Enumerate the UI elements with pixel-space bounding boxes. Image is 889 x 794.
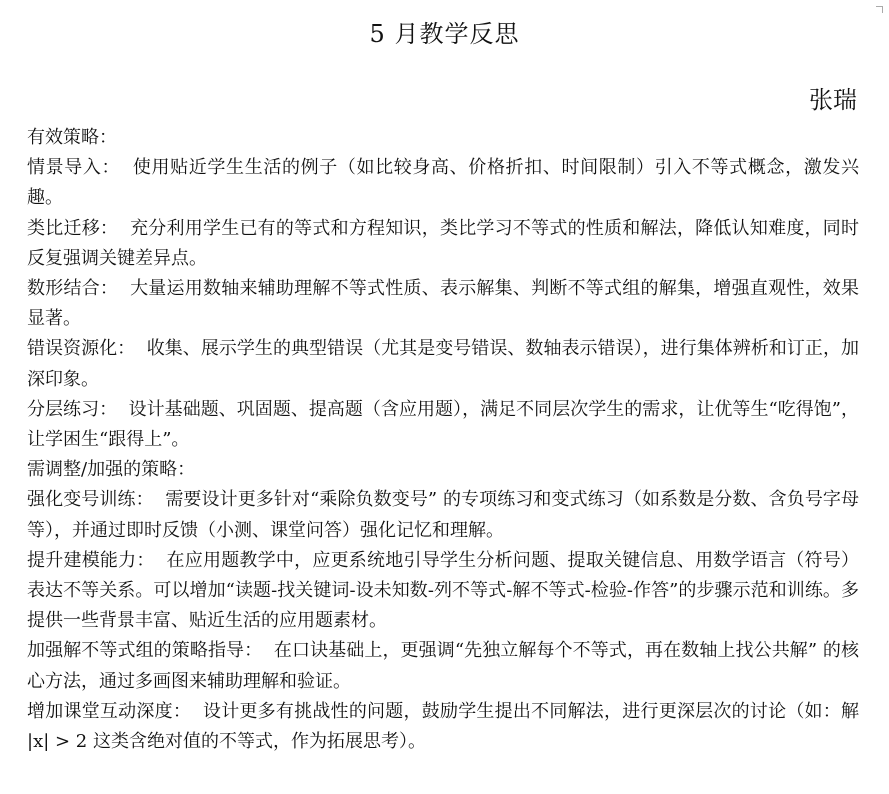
adjust-text: 需要设计更多针对“乘除负数变号” 的专项练习和变式练习（如系数是分数、含负号字母等），并通过即时反馈（小测、课堂问答）强化记忆和理解。 [27,489,860,541]
strategy-label: 情景导入： [27,157,121,179]
adjust-label: 强化变号训练： [27,489,154,511]
strategy-label: 分层练习： [27,398,118,420]
effective-strategies-heading: 有效策略： [27,127,117,148]
strategy-text: 收集、展示学生的典型错误（尤其是变号错误、数轴表示错误），进行集体辨析和订正，加深印象。 [27,338,859,390]
strategy-item [27,395,859,455]
strategy-item [27,334,859,394]
adjust-label: 加强解不等式组的策略指导： [27,640,263,662]
document-body [27,123,859,757]
strategy-text: 大量运用数轴来辅助理解不等式性质、表示解集、判断不等式组的解集，增强直观性，效果显著。 [27,278,860,330]
strategy-text: 设计基础题、巩固题、提高题（含应用题），满足不同层次学生的需求，让优等生“吃得饱”，让学困生“跟得上”。 [27,398,859,451]
adjust-item [27,697,859,757]
adjust-item [27,546,859,637]
strategy-item [27,153,859,213]
strategy-label: 类比迁移： [27,217,119,239]
strategy-label: 错误资源化： [27,338,136,360]
strategy-label: 数形结合： [27,278,119,300]
adjust-label: 增加课堂互动深度： [27,700,192,722]
page-corner-mark [876,6,883,13]
strategy-item [27,274,859,334]
document-author: 张瑞 [809,86,857,114]
adjust-text: 在口诀基础上，更强调“先独立解每个不等式，再在数轴上找公共解” 的核心方法，通过多画图来辅助理解和验证。 [27,640,860,692]
adjust-strategies-heading: 需调整/加强的策略： [27,459,196,481]
adjust-text: 设计更多有挑战性的问题，鼓励学生提出不同解法，进行更深层次的讨论（如：解 |x| > 2 这类含绝对值的不等式，作为拓展思考）。 [27,700,860,753]
adjust-label: 提升建模能力： [27,549,155,571]
adjust-item [27,636,859,696]
strategy-text: 使用贴近学生生活的例子（如比较身高、价格折扣、时间限制）引入不等式概念，激发兴趣。 [27,157,859,209]
adjust-text: 在应用题教学中，应更系统地引导学生分析问题、提取关键信息、用数学语言（符号）表达不等关系。可以增加“读题-找关键词-设未知数-列不等式-解不等式-检验-作答”的步骤示范和训练。多提供一些背景丰富、贴近生活的应用题素材。 [27,549,859,632]
strategy-item [27,214,859,274]
strategy-text: 充分利用学生已有的等式和方程知识，类比学习不等式的性质和解法，降低认知难度，同时反复强调关键差异点。 [27,217,860,269]
document-title: 5 月教学反思 [369,20,520,48]
adjust-item [27,485,859,545]
